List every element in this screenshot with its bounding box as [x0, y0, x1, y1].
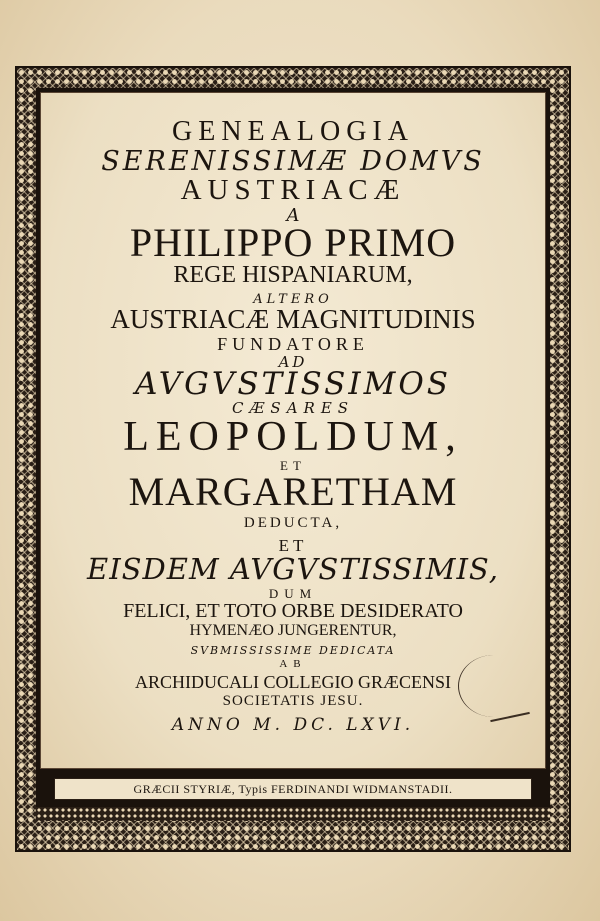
title-line-augustissimos: AVGVSTISSIMOS [134, 366, 452, 402]
title-line-magnitudinis: AUSTRIACÆ MAGNITUDINIS [110, 304, 476, 334]
title-line-deducta: DEDUCTA, [243, 515, 343, 531]
title-line-collegio: ARCHIDUCALI COLLEGIO GRÆCENSI [135, 672, 451, 692]
title-line-eisdem: EISDEM AVGVSTISSIMIS, [87, 552, 499, 586]
title-line-dedicata: SVBMISSISSIME DEDICATA [190, 644, 396, 657]
title-line-margaretham: MARGARETHAM [128, 469, 458, 514]
lower-ornament [36, 807, 550, 821]
title-line-austriacae: AUSTRIACÆ [180, 174, 406, 206]
title-line-anno: ANNO M. DC. LXVI. [171, 715, 415, 735]
title-line-a: A [286, 205, 300, 226]
title-line-caesares: CÆSARES [231, 399, 355, 417]
title-line-serenissimae: SERENISSIMÆ DOMVS [101, 146, 485, 177]
title-line-et-1: ET [280, 458, 306, 473]
title-line-felici: FELICI, ET TOTO ORBE DESIDERATO [123, 600, 463, 622]
handwritten-ink-mark [458, 655, 529, 717]
title-line-ab: AB [279, 658, 307, 670]
title-line-rege: REGE HISPANIARUM, [173, 262, 413, 288]
title-line-fundatore: FUNDATORE [217, 334, 369, 354]
imprint-box [54, 778, 532, 800]
title-line-genealogia: GENEALOGIA [172, 116, 414, 147]
title-line-et-2: ET [278, 536, 308, 555]
title-line-hymenaeo: HYMENÆO JUNGERENTUR, [189, 622, 397, 639]
title-line-philippo: PHILIPPO PRIMO [129, 220, 457, 265]
title-line-ad: AD [278, 353, 308, 371]
title-line-dum: DUM [268, 586, 318, 601]
title-line-societatis: SOCIETATIS JESU. [222, 693, 364, 709]
printer-imprint: GRÆCII STYRIÆ, Typis FERDINANDI WIDMANSTADII. [133, 781, 453, 796]
title-line-altero: ALTERO [253, 292, 333, 307]
title-line-leopoldum: LEOPOLDUM, [123, 414, 463, 460]
